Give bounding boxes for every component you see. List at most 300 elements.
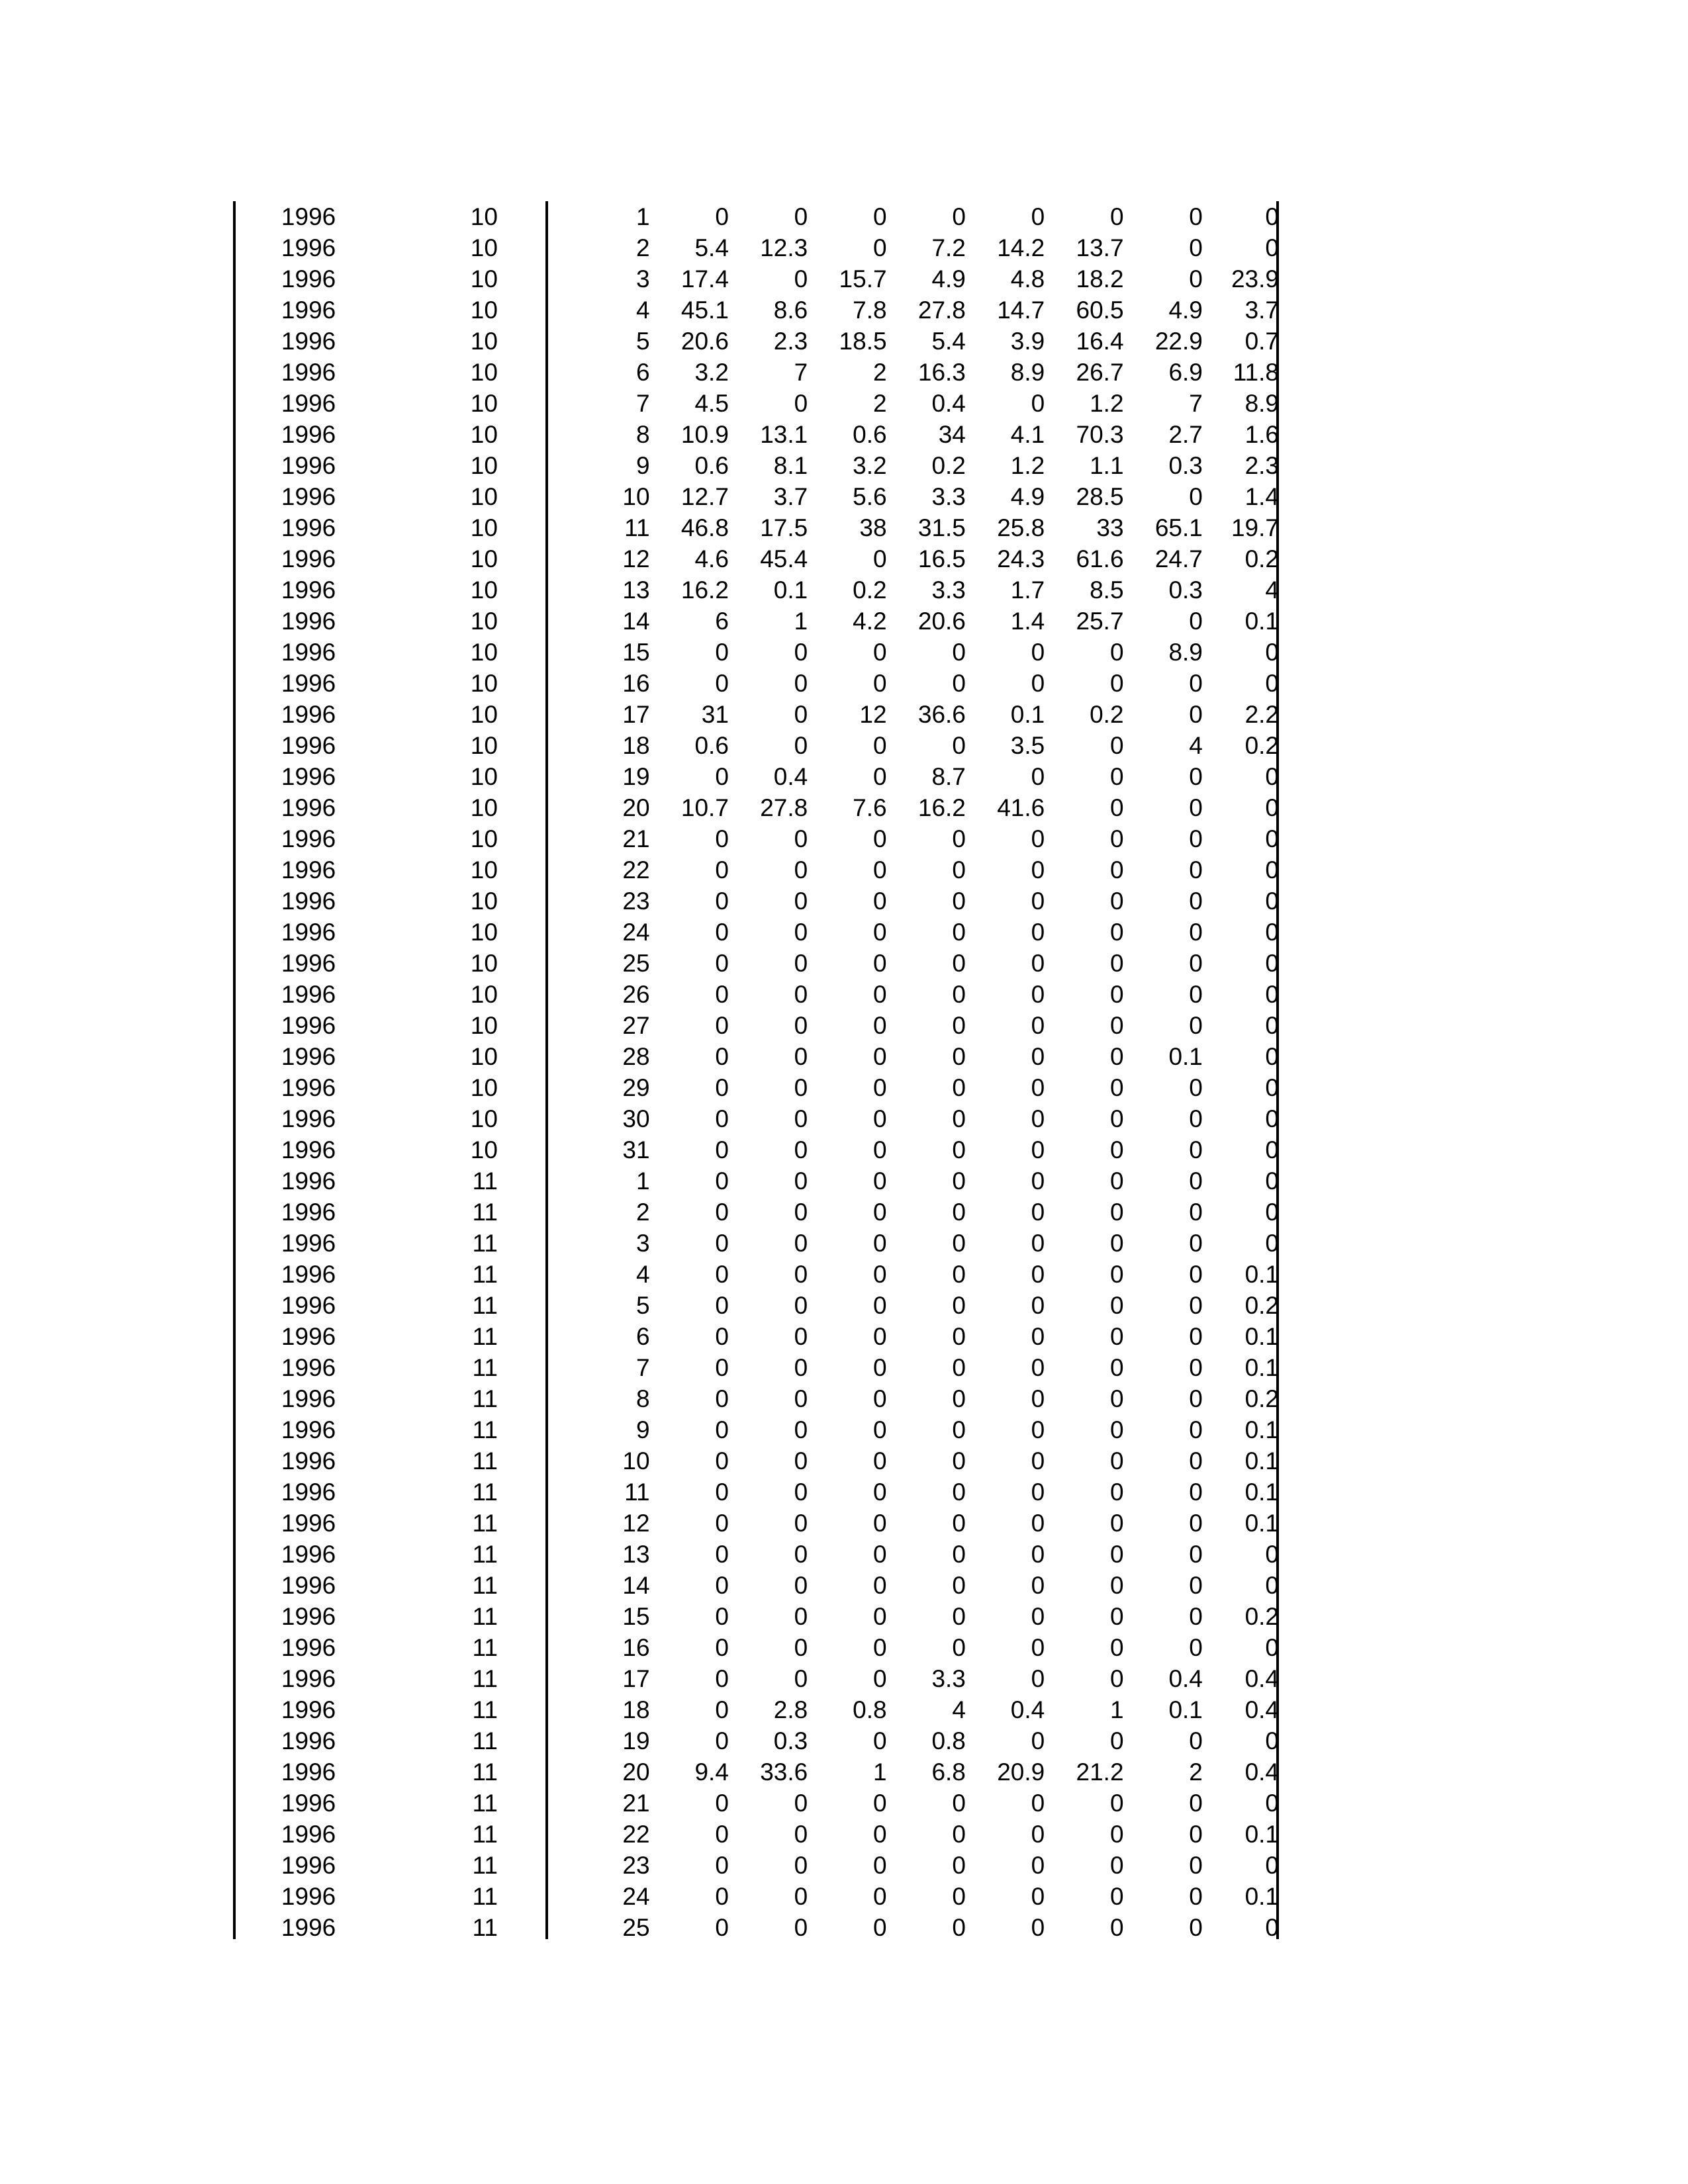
table-row [233, 357, 1279, 388]
year-cell: 1996 [281, 1852, 336, 1879]
year-cell: 1996 [281, 1914, 336, 1941]
value-cell: 0 [1109, 1634, 1124, 1661]
month-cell: 10 [470, 545, 498, 572]
table-row [233, 854, 1279, 886]
value-cell: 0 [715, 981, 729, 1008]
value-cell: 0.1 [1168, 1043, 1203, 1070]
value-cell: 1.2 [1010, 452, 1045, 479]
value-cell: 0 [1189, 1354, 1203, 1381]
value-cell: 0 [872, 1883, 887, 1910]
value-cell: 0 [794, 1043, 808, 1070]
value-cell: 0 [715, 1727, 729, 1754]
value-cell: 0 [794, 732, 808, 759]
value-cell: 0 [1265, 1914, 1279, 1941]
table-row [233, 295, 1279, 326]
table-row [233, 388, 1279, 419]
year-cell: 1996 [281, 950, 336, 977]
value-cell: 0 [872, 1167, 887, 1195]
value-cell: 0 [952, 1883, 966, 1910]
year-cell: 1996 [281, 919, 336, 946]
year-cell: 1996 [281, 1510, 336, 1537]
value-cell: 0 [794, 1510, 808, 1537]
value-cell: 0 [794, 887, 808, 915]
rainfall-table-body [233, 201, 1279, 1943]
value-cell: 0 [1109, 1541, 1124, 1568]
value-cell: 1.2 [1090, 390, 1124, 417]
value-cell: 0 [1031, 1199, 1045, 1226]
table-row [233, 512, 1279, 543]
value-cell: 15.7 [839, 265, 887, 293]
day-cell: 12 [622, 545, 650, 572]
day-cell: 13 [622, 1541, 650, 1568]
year-cell: 1996 [281, 1634, 336, 1661]
value-cell: 0 [794, 1167, 808, 1195]
value-cell: 5.4 [931, 328, 966, 355]
value-cell: 0 [872, 1043, 887, 1070]
day-cell: 18 [622, 1696, 650, 1723]
value-cell: 0 [1265, 1074, 1279, 1101]
value-cell: 0 [952, 1541, 966, 1568]
month-cell: 11 [472, 1727, 498, 1754]
value-cell: 0 [1265, 950, 1279, 977]
value-cell: 8.7 [931, 763, 966, 790]
value-cell: 0 [872, 919, 887, 946]
value-cell: 7.2 [931, 234, 966, 261]
table-row [233, 201, 1279, 232]
year-cell: 1996 [281, 1323, 336, 1350]
value-cell: 0.4 [1168, 1665, 1203, 1692]
value-cell: 0 [952, 825, 966, 852]
value-cell: 0 [715, 1167, 729, 1195]
value-cell: 0 [794, 1603, 808, 1630]
value-cell: 0 [1189, 1914, 1203, 1941]
year-cell: 1996 [281, 1416, 336, 1443]
month-cell: 10 [470, 639, 498, 666]
value-cell: 0 [872, 825, 887, 852]
value-cell: 0 [952, 1479, 966, 1506]
month-cell: 11 [472, 1603, 498, 1630]
value-cell: 0 [794, 1479, 808, 1506]
table-row [233, 886, 1279, 917]
value-cell: 0 [1109, 1199, 1124, 1226]
value-cell: 0 [952, 1105, 966, 1132]
value-cell: 0 [1031, 1354, 1045, 1381]
year-cell: 1996 [281, 1043, 336, 1070]
month-cell: 10 [470, 825, 498, 852]
value-cell: 0 [1189, 1541, 1203, 1568]
value-cell: 2.7 [1168, 421, 1203, 448]
year-cell: 1996 [281, 981, 336, 1008]
value-cell: 0 [952, 1292, 966, 1319]
year-cell: 1996 [281, 1821, 336, 1848]
value-cell: 0 [794, 856, 808, 884]
day-cell: 21 [622, 825, 650, 852]
value-cell: 0 [1189, 1136, 1203, 1163]
value-cell: 0.4 [1010, 1696, 1045, 1723]
value-cell: 0 [1189, 1261, 1203, 1288]
value-cell: 0 [1109, 1292, 1124, 1319]
month-cell: 10 [470, 887, 498, 915]
value-cell: 0 [872, 1665, 887, 1692]
value-cell: 0.4 [773, 763, 808, 790]
value-cell: 0 [794, 1852, 808, 1879]
month-cell: 11 [472, 1821, 498, 1848]
value-cell: 33 [1096, 514, 1124, 541]
value-cell: 0 [794, 1541, 808, 1568]
value-cell: 0.1 [1244, 608, 1279, 635]
value-cell: 0 [715, 950, 729, 977]
value-cell: 7 [794, 359, 808, 386]
value-cell: 1.7 [1010, 576, 1045, 604]
value-cell: 0 [794, 1385, 808, 1412]
month-cell: 11 [472, 1541, 498, 1568]
value-cell: 0 [1109, 1043, 1124, 1070]
value-cell: 46.8 [680, 514, 729, 541]
value-cell: 2.2 [1244, 701, 1279, 728]
value-cell: 0 [872, 981, 887, 1008]
value-cell: 41.6 [997, 794, 1045, 821]
month-cell: 10 [470, 950, 498, 977]
value-cell: 0.2 [1244, 1292, 1279, 1319]
value-cell: 0 [1031, 763, 1045, 790]
day-cell: 23 [622, 887, 650, 915]
value-cell: 0 [1109, 1479, 1124, 1506]
month-cell: 10 [470, 856, 498, 884]
value-cell: 0 [1189, 763, 1203, 790]
value-cell: 0 [1189, 1852, 1203, 1879]
table-row [233, 1321, 1279, 1352]
value-cell: 0 [794, 1292, 808, 1319]
value-cell: 0 [1109, 1883, 1124, 1910]
value-cell: 25.8 [997, 514, 1045, 541]
value-cell: 0 [872, 234, 887, 261]
value-cell: 0 [872, 732, 887, 759]
value-cell: 0 [1031, 1634, 1045, 1661]
value-cell: 0 [872, 203, 887, 230]
value-cell: 0 [794, 1634, 808, 1661]
month-cell: 11 [472, 1852, 498, 1879]
month-cell: 10 [470, 514, 498, 541]
value-cell: 0 [1031, 1323, 1045, 1350]
year-cell: 1996 [281, 1074, 336, 1101]
value-cell: 0 [952, 670, 966, 697]
year-cell: 1996 [281, 1883, 336, 1910]
month-cell: 10 [470, 1074, 498, 1101]
value-cell: 0 [1031, 1541, 1045, 1568]
value-cell: 4.8 [1010, 265, 1045, 293]
month-cell: 10 [470, 1012, 498, 1039]
value-cell: 2.3 [1244, 452, 1279, 479]
value-cell: 1.6 [1244, 421, 1279, 448]
value-cell: 0 [1109, 1012, 1124, 1039]
value-cell: 0 [715, 1883, 729, 1910]
value-cell: 0 [794, 1883, 808, 1910]
month-cell: 10 [470, 390, 498, 417]
value-cell: 0 [952, 1634, 966, 1661]
value-cell: 19.7 [1231, 514, 1279, 541]
value-cell: 0 [1265, 1727, 1279, 1754]
value-cell: 0 [1189, 1821, 1203, 1848]
value-cell: 0 [872, 1199, 887, 1226]
value-cell: 9.4 [694, 1758, 729, 1786]
value-cell: 3.7 [1244, 296, 1279, 324]
value-cell: 0 [794, 390, 808, 417]
value-cell: 0 [715, 1199, 729, 1226]
value-cell: 0 [1109, 1105, 1124, 1132]
value-cell: 0 [715, 1634, 729, 1661]
day-cell: 21 [622, 1790, 650, 1817]
value-cell: 0 [715, 1416, 729, 1443]
value-cell: 0 [715, 1572, 729, 1599]
value-cell: 0 [1109, 1074, 1124, 1101]
value-cell: 0 [1265, 763, 1279, 790]
value-cell: 0.1 [1244, 1479, 1279, 1506]
month-cell: 11 [472, 1354, 498, 1381]
value-cell: 1 [1109, 1696, 1124, 1723]
day-cell: 14 [622, 1572, 650, 1599]
value-cell: 0 [1031, 1821, 1045, 1848]
month-cell: 10 [470, 265, 498, 293]
value-cell: 0 [952, 1572, 966, 1599]
value-cell: 0 [952, 1012, 966, 1039]
value-cell: 0 [952, 1852, 966, 1879]
value-cell: 12 [859, 701, 887, 728]
value-cell: 0 [794, 701, 808, 728]
value-cell: 0.8 [931, 1727, 966, 1754]
value-cell: 0 [715, 1510, 729, 1537]
value-cell: 0 [1265, 794, 1279, 821]
value-cell: 0 [1189, 1385, 1203, 1412]
year-cell: 1996 [281, 1199, 336, 1226]
value-cell: 0 [952, 1136, 966, 1163]
day-cell: 12 [622, 1510, 650, 1537]
table-row [233, 1756, 1279, 1788]
value-cell: 0 [952, 1416, 966, 1443]
value-cell: 0 [1189, 1883, 1203, 1910]
year-cell: 1996 [281, 639, 336, 666]
value-cell: 0 [1109, 763, 1124, 790]
value-cell: 0.4 [1244, 1696, 1279, 1723]
day-cell: 10 [622, 483, 650, 510]
value-cell: 0.1 [773, 576, 808, 604]
value-cell: 24.3 [997, 545, 1045, 572]
value-cell: 0 [1109, 1727, 1124, 1754]
value-cell: 0 [1109, 887, 1124, 915]
value-cell: 22.9 [1154, 328, 1203, 355]
value-cell: 0 [1189, 887, 1203, 915]
day-cell: 20 [622, 794, 650, 821]
value-cell: 0 [1265, 1136, 1279, 1163]
year-cell: 1996 [281, 1758, 336, 1786]
year-cell: 1996 [281, 1136, 336, 1163]
day-cell: 15 [622, 1603, 650, 1630]
value-cell: 0 [715, 1665, 729, 1692]
year-cell: 1996 [281, 1572, 336, 1599]
year-cell: 1996 [281, 1230, 336, 1257]
value-cell: 0 [1189, 265, 1203, 293]
day-cell: 18 [622, 732, 650, 759]
table-row [233, 1508, 1279, 1539]
year-cell: 1996 [281, 1696, 336, 1723]
value-cell: 0 [872, 1479, 887, 1506]
value-cell: 12.7 [680, 483, 729, 510]
value-cell: 0 [872, 1852, 887, 1879]
value-cell: 0 [1031, 1572, 1045, 1599]
day-cell: 19 [622, 1727, 650, 1754]
month-cell: 10 [470, 1105, 498, 1132]
month-cell: 11 [472, 1261, 498, 1288]
value-cell: 7.8 [853, 296, 887, 324]
value-cell: 4.9 [1168, 296, 1203, 324]
value-cell: 0 [872, 1416, 887, 1443]
value-cell: 0 [1265, 1572, 1279, 1599]
value-cell: 0 [1189, 981, 1203, 1008]
value-cell: 0 [952, 1447, 966, 1475]
value-cell: 0 [1265, 856, 1279, 884]
value-cell: 0 [1109, 1914, 1124, 1941]
value-cell: 0 [1109, 1136, 1124, 1163]
day-cell: 11 [624, 514, 650, 541]
value-cell: 0 [952, 1914, 966, 1941]
value-cell: 0 [952, 1385, 966, 1412]
month-cell: 11 [472, 1790, 498, 1817]
value-cell: 0 [715, 1821, 729, 1848]
value-cell: 0 [1109, 1852, 1124, 1879]
value-cell: 0 [794, 1136, 808, 1163]
value-cell: 0 [1265, 919, 1279, 946]
value-cell: 0.1 [1244, 1821, 1279, 1848]
day-cell: 23 [622, 1852, 650, 1879]
value-cell: 0 [794, 1447, 808, 1475]
value-cell: 0 [715, 1012, 729, 1039]
value-cell: 0 [1031, 1447, 1045, 1475]
month-cell: 10 [470, 328, 498, 355]
value-cell: 0 [872, 1261, 887, 1288]
value-cell: 0.2 [1244, 732, 1279, 759]
value-cell: 20.6 [917, 608, 966, 635]
value-cell: 2.8 [773, 1696, 808, 1723]
day-cell: 3 [636, 265, 650, 293]
day-cell: 22 [622, 1821, 650, 1848]
month-cell: 10 [470, 1043, 498, 1070]
value-cell: 0 [794, 1012, 808, 1039]
value-cell: 0 [1031, 1727, 1045, 1754]
year-cell: 1996 [281, 1261, 336, 1288]
table-row [233, 543, 1279, 574]
table-row [233, 450, 1279, 481]
value-cell: 0 [1031, 856, 1045, 884]
value-cell: 0.2 [1244, 1603, 1279, 1630]
value-cell: 0 [715, 1385, 729, 1412]
value-cell: 0 [872, 1230, 887, 1257]
value-cell: 0 [952, 1323, 966, 1350]
day-cell: 24 [622, 919, 650, 946]
value-cell: 0 [1109, 1821, 1124, 1848]
value-cell: 0 [1109, 1323, 1124, 1350]
value-cell: 0 [1031, 1479, 1045, 1506]
month-cell: 10 [470, 732, 498, 759]
value-cell: 0 [1031, 1043, 1045, 1070]
value-cell: 2 [872, 359, 887, 386]
table-row [233, 1601, 1279, 1632]
value-cell: 0 [715, 1105, 729, 1132]
value-cell: 0 [1109, 794, 1124, 821]
value-cell: 8.6 [773, 296, 808, 324]
value-cell: 0 [1189, 234, 1203, 261]
value-cell: 0 [1189, 794, 1203, 821]
value-cell: 14.2 [997, 234, 1045, 261]
table-row [233, 792, 1279, 823]
value-cell: 34 [938, 421, 966, 448]
value-cell: 0 [1189, 1416, 1203, 1443]
value-cell: 3.3 [931, 483, 966, 510]
year-cell: 1996 [281, 452, 336, 479]
day-cell: 2 [636, 1199, 650, 1226]
value-cell: 0 [1189, 1167, 1203, 1195]
value-cell: 0 [715, 203, 729, 230]
table-row [233, 730, 1279, 761]
value-cell: 0 [872, 1136, 887, 1163]
value-cell: 0 [1265, 203, 1279, 230]
value-cell: 0 [952, 1354, 966, 1381]
day-cell: 5 [636, 328, 650, 355]
value-cell: 0 [1109, 1385, 1124, 1412]
value-cell: 0 [872, 1790, 887, 1817]
value-cell: 20.6 [680, 328, 729, 355]
value-cell: 0 [1265, 1852, 1279, 1879]
year-cell: 1996 [281, 608, 336, 635]
value-cell: 0 [1189, 1199, 1203, 1226]
day-cell: 17 [622, 701, 650, 728]
value-cell: 0 [794, 1914, 808, 1941]
value-cell: 0 [715, 1852, 729, 1879]
value-cell: 0 [1189, 1230, 1203, 1257]
table-row [233, 917, 1279, 948]
value-cell: 1 [872, 1758, 887, 1786]
month-cell: 11 [472, 1447, 498, 1475]
value-cell: 13.7 [1076, 234, 1124, 261]
value-cell: 3.9 [1010, 328, 1045, 355]
value-cell: 45.4 [760, 545, 808, 572]
value-cell: 0.7 [1244, 328, 1279, 355]
year-cell: 1996 [281, 1292, 336, 1319]
value-cell: 0 [1189, 1572, 1203, 1599]
value-cell: 0.3 [773, 1727, 808, 1754]
value-cell: 0 [1109, 1510, 1124, 1537]
value-cell: 18.5 [839, 328, 887, 355]
value-cell: 0 [1189, 1105, 1203, 1132]
value-cell: 0 [715, 639, 729, 666]
day-cell: 17 [622, 1665, 650, 1692]
value-cell: 0.3 [1168, 452, 1203, 479]
month-cell: 11 [472, 1510, 498, 1537]
value-cell: 0 [872, 887, 887, 915]
value-cell: 0 [715, 825, 729, 852]
value-cell: 0 [1189, 1074, 1203, 1101]
year-cell: 1996 [281, 1727, 336, 1754]
value-cell: 0 [1189, 670, 1203, 697]
value-cell: 0 [794, 981, 808, 1008]
day-cell: 28 [622, 1043, 650, 1070]
value-cell: 0 [1031, 1074, 1045, 1101]
value-cell: 12.3 [760, 234, 808, 261]
table-row [233, 1165, 1279, 1197]
value-cell: 0 [794, 639, 808, 666]
value-cell: 0 [1189, 950, 1203, 977]
value-cell: 14.7 [997, 296, 1045, 324]
value-cell: 0 [1109, 1572, 1124, 1599]
year-cell: 1996 [281, 1790, 336, 1817]
